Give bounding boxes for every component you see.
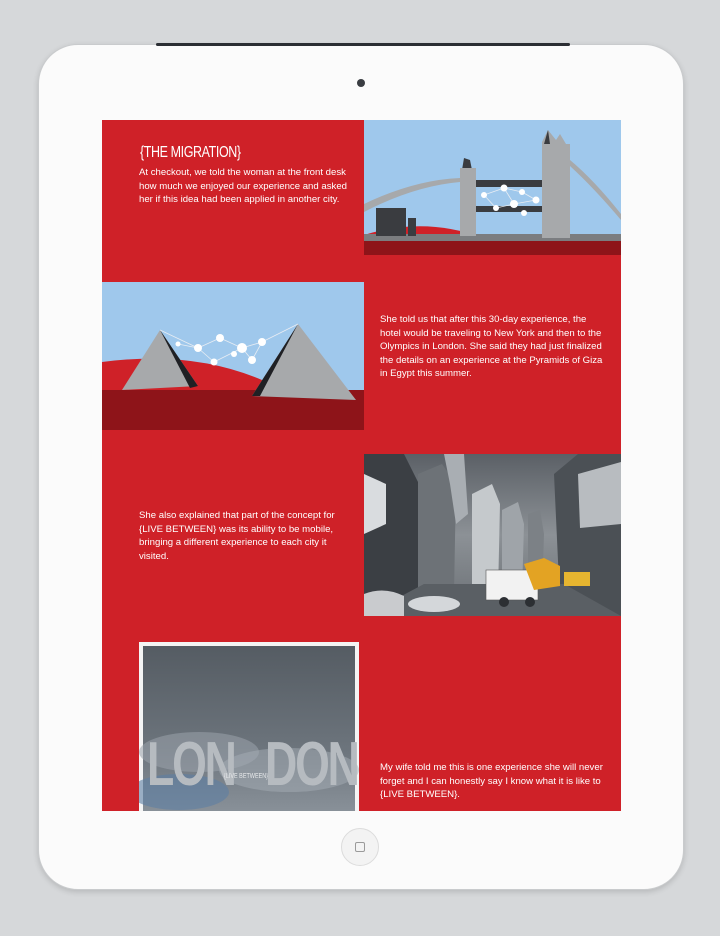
poster-left-word: LON	[147, 730, 235, 799]
paragraph-2: She told us that after this 30-day experience, the hotel would be traveling to New York and then to the Olympics in London. She said they had just finalized the details on an experience at the Pyramids of Giza in Egypt this summer.	[380, 314, 603, 380]
tablet-top-edge	[156, 43, 570, 46]
paragraph-4: My wife told me this is one experience she will never forget and I can honestly say I know what it is like to {LIVE BETWEEN}.	[380, 762, 603, 801]
times-square-image	[364, 454, 621, 616]
camera-icon	[357, 79, 365, 87]
tower-bridge-image	[364, 120, 621, 255]
home-button[interactable]	[341, 828, 379, 866]
pyramids-image	[102, 282, 364, 430]
screen	[102, 120, 621, 811]
poster-right-word: DON	[265, 730, 358, 799]
poster-tagline: {LIVE BETWEEN}	[224, 773, 269, 780]
paragraph-3: She also explained that part of the concept for {LIVE BETWEEN} was its ability to be mobile, bringing a different experience to each city it visited.	[139, 510, 335, 562]
article-heading: {THE MIGRATION}	[140, 144, 241, 161]
london-poster	[139, 642, 359, 811]
home-square-icon	[355, 842, 365, 852]
paragraph-1: At checkout, we told the woman at the front desk how much we enjoyed our experience and asked her if this idea had been applied in another city.	[139, 167, 347, 206]
